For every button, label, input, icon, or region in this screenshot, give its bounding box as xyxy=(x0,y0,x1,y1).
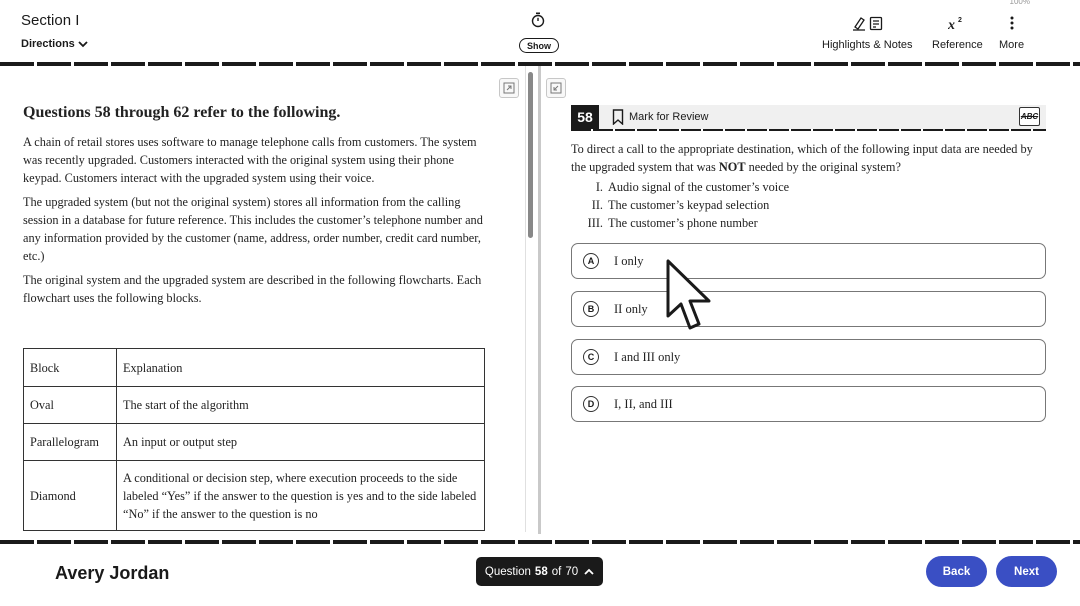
svg-text:2: 2 xyxy=(958,17,963,24)
strikethrough-toggle[interactable] xyxy=(1019,107,1040,126)
list-item xyxy=(571,214,789,232)
table-row xyxy=(24,387,485,424)
nav-prefix: Question xyxy=(484,565,531,578)
question-navigator-button[interactable] xyxy=(476,557,603,586)
question-number: 58 xyxy=(571,105,599,129)
choice-text: II only xyxy=(614,301,648,316)
table-row xyxy=(24,424,485,461)
table-cell: Parallelogram xyxy=(24,424,117,461)
statement-text: The customer’s phone number xyxy=(608,216,758,230)
table-row xyxy=(24,461,485,531)
choice-letter: D xyxy=(583,396,599,412)
chevron-up-icon xyxy=(584,568,594,576)
directions-toggle[interactable] xyxy=(21,38,88,50)
passage-heading: Questions 58 through 62 refer to the following. xyxy=(23,104,341,121)
timer-icon[interactable] xyxy=(531,12,545,28)
footer-divider xyxy=(0,540,1080,544)
answer-choice-c[interactable] xyxy=(571,339,1046,375)
pane-divider[interactable] xyxy=(538,66,541,534)
highlights-notes-button[interactable] xyxy=(822,14,913,51)
passage-paragraph: The original system and the upgraded system are described in the following flowcharts. Each flowchart uses the following blocks. xyxy=(23,273,482,305)
stem-text: To direct a call to the appropriate destination, which of the following input data are needed by the upgraded system that was xyxy=(571,142,1033,174)
nav-current: 58 xyxy=(534,565,548,578)
passage-paragraph: A chain of retail stores uses software to manage telephone calls from customers. The system was recently upgraded. Customers interacted with the original system using their phone keypad. Customers interact with the upgraded system using their voice. xyxy=(23,135,477,185)
answer-choice-b[interactable] xyxy=(571,291,1046,327)
nav-total: 70 xyxy=(565,565,579,578)
expand-passage-button[interactable] xyxy=(499,78,519,98)
expand-icon xyxy=(503,82,515,94)
more-vertical-icon xyxy=(1010,16,1014,30)
passage-scrollbar-thumb[interactable] xyxy=(528,72,533,238)
choice-letter: A xyxy=(583,253,599,269)
reference-button[interactable] xyxy=(932,14,983,51)
more-button[interactable] xyxy=(999,14,1024,51)
bookmark-icon xyxy=(612,109,624,125)
mark-for-review-label: Mark for Review xyxy=(629,111,709,123)
answer-choice-a[interactable] xyxy=(571,243,1046,279)
back-button[interactable]: Back xyxy=(926,556,987,587)
highlights-notes-label: Highlights & Notes xyxy=(822,39,913,51)
table-header-cell: Explanation xyxy=(117,349,485,387)
table-cell: The start of the algorithm xyxy=(117,387,485,424)
table-header-cell: Block xyxy=(24,349,117,387)
collapse-icon xyxy=(550,82,562,94)
statement-numeral: III. xyxy=(587,216,603,230)
passage xyxy=(23,103,489,313)
battery-indicator: 100% xyxy=(1009,0,1030,6)
choice-text: I and III only xyxy=(614,349,681,364)
next-button[interactable]: Next xyxy=(996,556,1057,587)
nav-of: of xyxy=(551,565,562,578)
choice-letter: C xyxy=(583,349,599,365)
question-header-divider xyxy=(571,129,1046,131)
chevron-down-icon xyxy=(78,40,88,48)
reference-label: Reference xyxy=(932,39,983,51)
directions-label: Directions xyxy=(21,38,75,50)
list-item xyxy=(571,196,789,214)
show-timer-button[interactable]: Show xyxy=(519,38,559,53)
choice-text: I, II, and III xyxy=(614,396,673,411)
statement-text: Audio signal of the customer’s voice xyxy=(608,180,790,194)
more-label: More xyxy=(999,39,1025,51)
passage-clip xyxy=(0,531,538,540)
mark-for-review-button[interactable] xyxy=(612,109,708,125)
statement-numeral: I. xyxy=(595,180,603,194)
passage-paragraph: The upgraded system (but not the original system) stores all information from the calling session in a database for future reference. This includes the customer’s telephone number and any information provided by the customer (name, address, order number, credit card number, etc.) xyxy=(23,195,483,263)
student-name: Avery Jordan xyxy=(55,563,170,583)
choice-text: I only xyxy=(614,253,644,268)
stem-emphasis: NOT xyxy=(718,160,746,174)
statement-text: The customer’s keypad selection xyxy=(608,198,770,212)
notes-icon xyxy=(869,16,883,31)
stem-text: needed by the original system? xyxy=(745,160,901,174)
flowchart-blocks-table xyxy=(23,348,485,531)
table-cell: A conditional or decision step, where execution proceeds to the side labeled “Yes” if the answer to the question is yes and to the side labeled “No” if the answer to the question is no xyxy=(117,461,485,531)
svg-text:x: x xyxy=(948,18,956,31)
table-row xyxy=(24,349,485,387)
highlighter-icon xyxy=(852,16,866,31)
expand-question-button[interactable] xyxy=(546,78,566,98)
table-cell: Oval xyxy=(24,387,117,424)
question-header xyxy=(571,105,1046,129)
list-item xyxy=(571,178,789,196)
formula-icon xyxy=(948,15,966,31)
statement-list xyxy=(571,178,789,232)
table-cell: An input or output step xyxy=(117,424,485,461)
table-cell: Diamond xyxy=(24,461,117,531)
statement-numeral: II. xyxy=(591,198,603,212)
question-stem xyxy=(571,140,1041,176)
section-title: Section I xyxy=(21,12,80,29)
abc-label: ABC xyxy=(1020,112,1039,121)
choice-letter: B xyxy=(583,301,599,317)
answer-choice-d[interactable] xyxy=(571,386,1046,422)
top-bar xyxy=(0,0,1080,66)
